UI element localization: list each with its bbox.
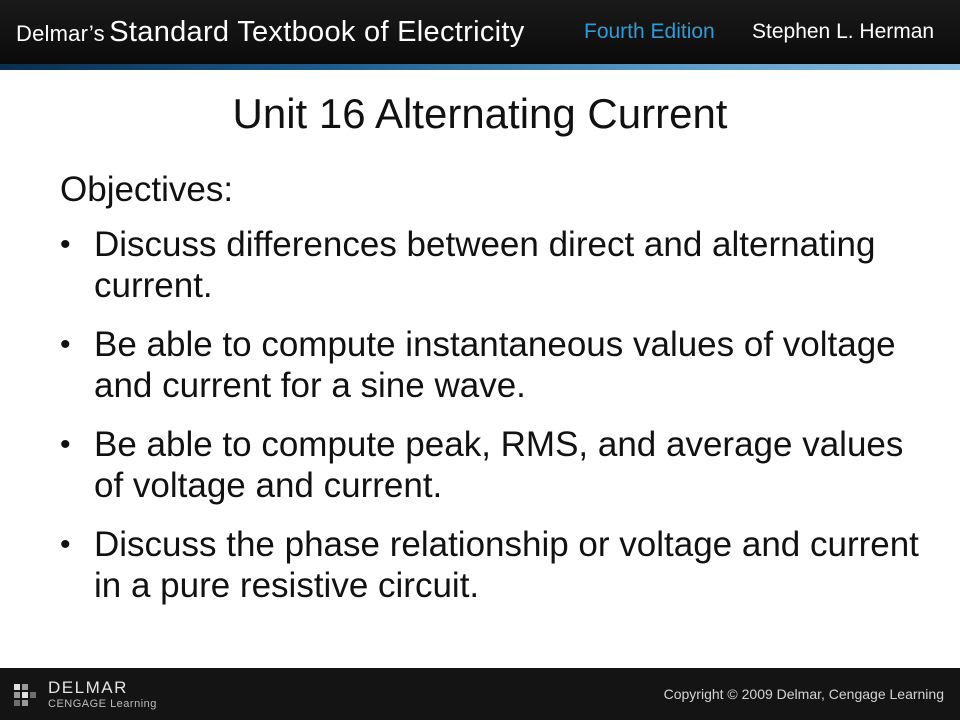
objective-item: [60, 524, 940, 606]
objectives-list: [60, 224, 940, 624]
book-title-main: Standard Textbook of Electricity: [109, 16, 525, 48]
header-bar: [0, 0, 960, 64]
copyright-text: Copyright © 2009 Delmar, Cengage Learning: [663, 686, 944, 702]
delmar-logo-icon: [12, 680, 42, 710]
slide-title: Unit 16 Alternating Current: [232, 90, 728, 137]
footer-bar: [0, 668, 960, 720]
author-label: Stephen L. Herman: [752, 20, 935, 43]
objective-text: Be able to compute peak, RMS, and average values of voltage and current.: [94, 425, 904, 505]
header-accent-line: [0, 64, 960, 70]
bullet-dot-icon: •: [60, 528, 71, 561]
delmar-logo: [12, 676, 182, 714]
objective-text: Discuss differences between direct and alternating current.: [94, 225, 876, 305]
objectives-heading: Objectives:: [60, 170, 234, 209]
bullet-dot-icon: •: [60, 228, 71, 261]
bullet-dot-icon: •: [60, 328, 71, 361]
objective-item: [60, 324, 940, 406]
objective-item: [60, 424, 940, 506]
objective-item: [60, 224, 940, 306]
edition-label: Fourth Edition: [584, 20, 715, 43]
book-title: [16, 12, 525, 52]
objective-text: Discuss the phase relationship or voltage and current in a pure resistive circuit.: [94, 525, 919, 605]
bullet-dot-icon: •: [60, 428, 71, 461]
logo-name: DELMAR: [48, 678, 128, 697]
objective-text: Be able to compute instantaneous values of voltage and current for a sine wave.: [94, 325, 896, 405]
book-title-prefix: Delmar’s: [16, 21, 105, 46]
logo-subtitle: CENGAGE Learning: [48, 698, 157, 710]
